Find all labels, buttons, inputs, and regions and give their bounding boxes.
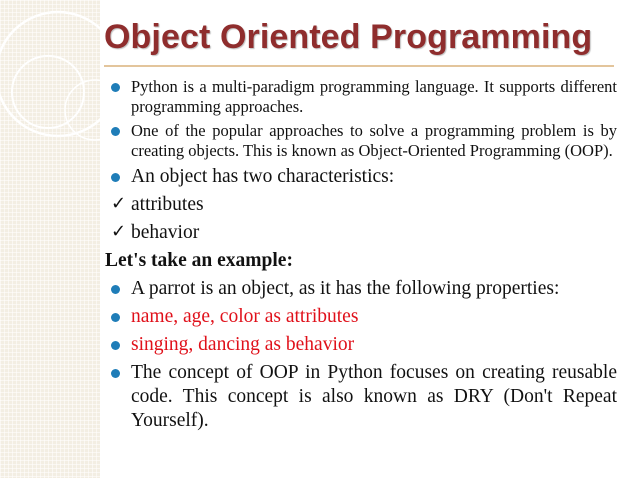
bullet-item-highlight (111, 333, 617, 357)
slide-content (105, 77, 617, 437)
bullet-text: Python is a multi-paradigm programming language. It supports different programming approaches. (131, 77, 617, 116)
bullet-marker (111, 165, 131, 182)
bullet-text: An object has two characteristics: (131, 166, 395, 187)
check-item (111, 221, 617, 245)
bullet-text: The concept of OOP in Python focuses on creating reusable code. This concept is also known as DRY (Don't Repeat Yourself). (131, 362, 617, 431)
bullet-item-highlight (111, 305, 617, 329)
bullet-text: name, age, color as attributes (131, 306, 359, 327)
bullet-marker (111, 361, 131, 378)
check-item (111, 193, 617, 217)
bullet-item (111, 277, 617, 301)
bullet-text: One of the popular approaches to solve a programming problem is by creating objects. This is known as Object-Oriented Programming (OOP). (131, 121, 617, 160)
checkmark-icon: ✓ (111, 221, 127, 242)
bullet-marker (111, 333, 131, 350)
bullet-item (111, 121, 617, 160)
bullet-marker (111, 277, 131, 294)
check-text: behavior (131, 222, 200, 243)
check-text: attributes (131, 194, 204, 215)
bullet-item (111, 165, 617, 189)
example-heading: Let's take an example: (105, 250, 293, 271)
bullet-text: singing, dancing as behavior (131, 334, 355, 355)
bullet-text: A parrot is an object, as it has the following properties: (131, 278, 560, 299)
title-underline (104, 65, 614, 67)
bullet-item (111, 77, 617, 116)
slide-title: Object Oriented Programming (104, 18, 593, 56)
bullet-item (111, 361, 617, 433)
bullet-marker (111, 77, 131, 92)
checkmark-icon: ✓ (111, 193, 127, 214)
bullet-marker (111, 305, 131, 322)
bullet-marker (111, 121, 131, 136)
